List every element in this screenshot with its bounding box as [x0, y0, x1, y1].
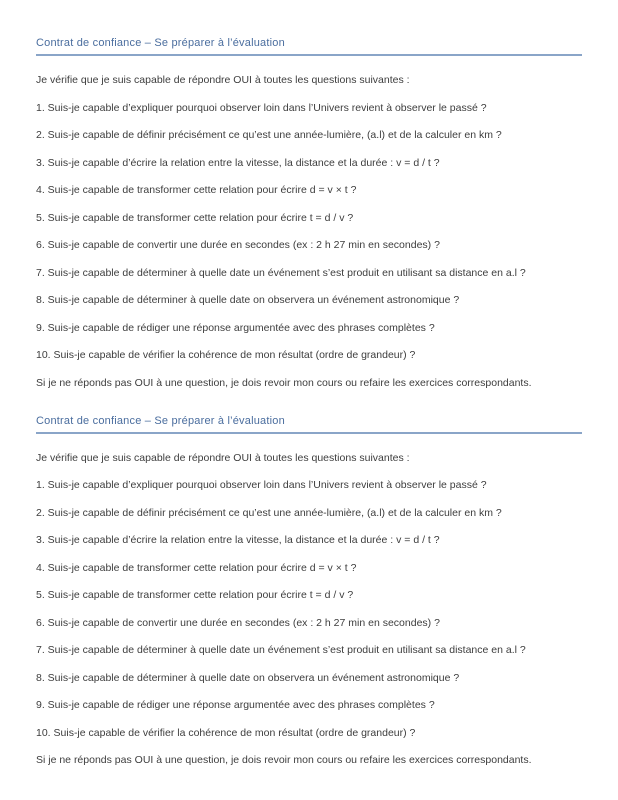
question: 3. Suis-je capable d’écrire la relation entre la vitesse, la distance et la durée : v = d / t ? — [36, 534, 440, 546]
question: 7. Suis-je capable de déterminer à quelle date un événement s’est produit en utilisant sa distance en a.l ? — [36, 644, 526, 656]
question: 4. Suis-je capable de transformer cette relation pour écrire d = v × t ? — [36, 184, 357, 196]
question: 2. Suis-je capable de définir précisément ce qu’est une année-lumière, (a.l) et de la calculer en km ? — [36, 506, 502, 519]
section-intro: Je vérifie que je suis capable de répondre OUI à toutes les questions suivantes : — [36, 74, 410, 86]
question: 4. Suis-je capable de transformer cette relation pour écrire d = v × t ? — [36, 561, 357, 574]
question-list — [36, 102, 582, 363]
question: 9. Suis-je capable de rédiger une réponse argumentée avec des phrases complètes ? — [36, 321, 435, 334]
question: 9. Suis-je capable de rédiger une réponse argumentée avec des phrases complètes ? — [36, 699, 435, 711]
contract-section-2 — [36, 414, 582, 768]
question: 2. Suis-je capable de définir précisément ce qu’est une année-lumière, (a.l) et de la calculer en km ? — [36, 129, 502, 141]
section-header — [36, 36, 582, 56]
question: 10. Suis-je capable de vérifier la cohérence de mon résultat (ordre de grandeur) ? — [36, 726, 416, 739]
question: 1. Suis-je capable d’expliquer pourquoi observer loin dans l’Univers revient à observer le passé ? — [36, 479, 487, 491]
section-closing: Si je ne réponds pas OUI à une question, je dois revoir mon cours ou refaire les exercices correspondants. — [36, 376, 532, 389]
question: 6. Suis-je capable de convertir une durée en secondes (ex : 2 h 27 min en secondes) ? — [36, 616, 440, 629]
question: 7. Suis-je capable de déterminer à quelle date un événement s’est produit en utilisant sa distance en a.l ? — [36, 266, 526, 279]
question: 3. Suis-je capable d’écrire la relation entre la vitesse, la distance et la durée : v = d / t ? — [36, 156, 440, 169]
question: 8. Suis-je capable de déterminer à quelle date on observera un événement astronomique ? — [36, 671, 460, 684]
question: 6. Suis-je capable de convertir une durée en secondes (ex : 2 h 27 min en secondes) ? — [36, 239, 440, 251]
question: 5. Suis-je capable de transformer cette relation pour écrire t = d / v ? — [36, 589, 354, 601]
question-list — [36, 479, 582, 740]
section-header — [36, 414, 582, 434]
question: 8. Suis-je capable de déterminer à quelle date on observera un événement astronomique ? — [36, 294, 460, 306]
question: 1. Suis-je capable d’expliquer pourquoi observer loin dans l’Univers revient à observer le passé ? — [36, 101, 487, 114]
question: 10. Suis-je capable de vérifier la cohérence de mon résultat (ordre de grandeur) ? — [36, 349, 416, 361]
section-title: Contrat de confiance – Se préparer à l’évaluation — [36, 414, 285, 427]
question: 5. Suis-je capable de transformer cette relation pour écrire t = d / v ? — [36, 211, 354, 224]
section-closing: Si je ne réponds pas OUI à une question, je dois revoir mon cours ou refaire les exercices correspondants. — [36, 754, 532, 766]
section-intro: Je vérifie que je suis capable de répondre OUI à toutes les questions suivantes : — [36, 451, 410, 464]
section-title: Contrat de confiance – Se préparer à l’évaluation — [36, 37, 285, 49]
contract-section-1 — [36, 36, 582, 390]
